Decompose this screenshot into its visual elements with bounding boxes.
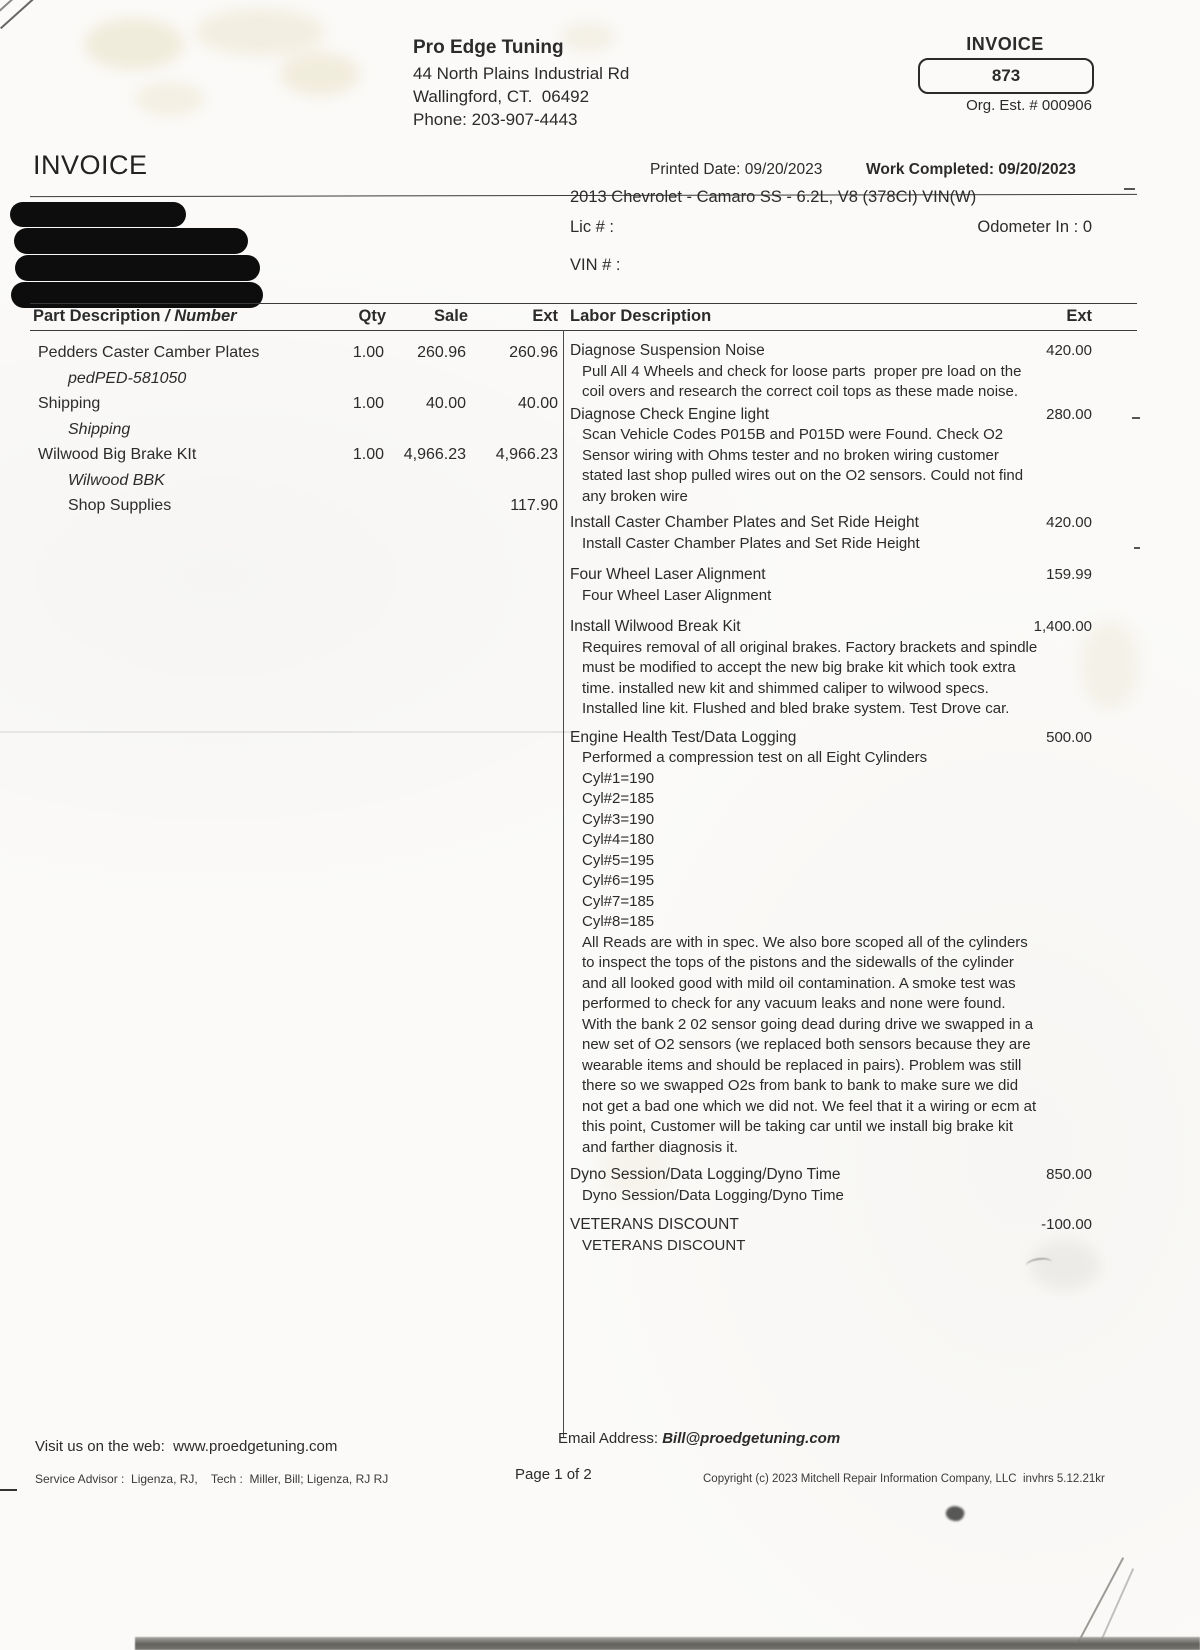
labor-description-line: not get a bad one which we did not. We feel that it a wiring or ecm at (582, 1097, 1037, 1115)
part-ext: 260.96 (509, 344, 558, 361)
scan-mark (1132, 417, 1140, 419)
labor-row (570, 341, 1092, 403)
labor-ext: 500.00 (1046, 728, 1092, 746)
labor-description-line: must be modified to accept the new big brake kit which took extra (582, 659, 1016, 676)
part-qty: 1.00 (352, 344, 384, 361)
email-value: Bill@proedgetuning.com (662, 1430, 841, 1447)
paper-stain (84, 18, 184, 70)
labor-row (570, 728, 1092, 1159)
labor-description-line: Scan Vehicle Codes P015B and P015D were Found. Check O2 (582, 426, 1004, 443)
labor-description-line: VETERANS DISCOUNT (582, 1236, 746, 1254)
labor-title: Diagnose Suspension Noise (570, 342, 765, 359)
labor-title: Install Wilwood Break Kit (570, 618, 741, 635)
labor-ext: 420.00 (1046, 514, 1092, 531)
labor-title: Engine Health Test/Data Logging (570, 728, 797, 746)
pencil-mark (1025, 1256, 1052, 1272)
redaction-bar (15, 255, 260, 281)
labor-description-line: Pull All 4 Wheels and check for loose parts proper pre load on the (582, 362, 1022, 380)
invoice-number: 873 (991, 66, 1021, 85)
part-name: Pedders Caster Camber Plates (38, 344, 260, 361)
labor-ext: 850.00 (1046, 1166, 1092, 1183)
email-label: Email Address: (558, 1430, 663, 1447)
labor-description-line: Sensor wiring with Ohms tester and no broken wiring customer (582, 446, 999, 464)
labor-description-line: Dyno Session/Data Logging/Dyno Time (582, 1186, 844, 1204)
labor-description-line: Cyl#2=185 (582, 790, 655, 807)
part-number: pedPED-581050 (68, 369, 187, 387)
column-header-sale: Sale (434, 307, 468, 325)
printed-date: Printed Date: 09/20/2023 (650, 161, 823, 178)
labor-description-line: Four Wheel Laser Alignment (582, 586, 772, 604)
table-top-line (30, 303, 1137, 304)
page-title: INVOICE (33, 150, 148, 180)
labor-description-line: performed to check for any vacuum leaks and none were found. (582, 995, 1006, 1012)
labor-description-line: there so we swapped O2s from bank to bank to make sure we did (582, 1077, 1019, 1094)
scratch-mark (1078, 1557, 1124, 1642)
labor-row (570, 617, 1092, 720)
column-header-ext: Ext (532, 307, 558, 325)
column-header-qty: Qty (358, 307, 386, 325)
labor-description-line: Cyl#6=195 (582, 872, 655, 889)
table-header-underline (30, 330, 1137, 331)
org-est-number: Org. Est. # 000906 (966, 97, 1092, 114)
part-sale (384, 493, 466, 519)
labor-description-line: wearable items and should be replaced in pairs). Problem was still (582, 1056, 1022, 1074)
part-name: Shipping (38, 395, 101, 412)
shop-header (413, 36, 629, 131)
paper-stain (280, 52, 360, 96)
labor-ext: 280.00 (1046, 405, 1092, 423)
scratch-mark (1100, 1568, 1134, 1642)
labor-title: VETERANS DISCOUNT (570, 1216, 739, 1233)
labor-description-line: Cyl#1=190 (582, 769, 655, 787)
work-completed-date: Work Completed: 09/20/2023 (866, 161, 1076, 178)
redaction-bar (10, 202, 186, 227)
column-header-part-description: Part Description / Number (33, 307, 237, 325)
labor-description-line: coil overs and research the correct coil tops as these made noise. (582, 383, 1019, 400)
labor-list (570, 341, 1092, 1256)
part-ext: 4,966.23 (495, 446, 558, 463)
labor-description-line: Cyl#8=185 (582, 913, 655, 930)
redaction-bar (11, 282, 263, 308)
labor-ext: 420.00 (1046, 342, 1092, 359)
labor-description-line: new set of O2 sensors (we replaced both sensors because they are (582, 1036, 1031, 1053)
column-header-labor-description: Labor Description (570, 307, 712, 325)
labor-description-line: Performed a compression test on all Eight Cylinders (582, 749, 928, 766)
invoice-number-box (918, 58, 1094, 94)
labor-row (570, 405, 1092, 508)
copyright-line: Copyright (c) 2023 Mitchell Repair Information Company, LLC invhrs 5.12.21kr (703, 1473, 1105, 1485)
odometer-in: Odometer In : 0 (977, 218, 1092, 236)
labor-ext: 159.99 (1046, 566, 1092, 583)
part-sale: 40.00 (425, 395, 466, 412)
labor-description-line: time. installed new kit and shimmed caliper to wilwood specs. (582, 679, 989, 697)
part-ext: 40.00 (517, 395, 558, 412)
shop-phone: Phone: 203-907-4443 (413, 110, 578, 129)
labor-description-line: to inspect the tops of the pistons and the sidewalls of the cylinder (582, 954, 1014, 971)
email-address-line (558, 1430, 840, 1447)
website-line: Visit us on the web: www.proedgetuning.com (35, 1438, 338, 1455)
part-name: Wilwood Big Brake KIt (38, 446, 197, 463)
labor-row (570, 513, 1092, 554)
labor-description-line: Installed line kit. Flushed and bled brake system. Test Drove car. (582, 700, 1010, 717)
part-number: Wilwood BBK (68, 471, 165, 489)
labor-description-line: Install Caster Chamber Plates and Set Ride Height (582, 534, 920, 552)
part-row (38, 493, 558, 519)
labor-ext: 1,400.00 (1033, 618, 1092, 635)
paper-stain (195, 8, 325, 56)
shop-address-line1: 44 North Plains Industrial Rd (413, 64, 630, 83)
scanner-edge-shadow (135, 1637, 1200, 1650)
part-qty: 1.00 (352, 446, 384, 463)
scan-mark (0, 1489, 17, 1491)
labor-title: Four Wheel Laser Alignment (570, 566, 766, 583)
labor-title: Dyno Session/Data Logging/Dyno Time (570, 1166, 841, 1183)
part-row (38, 340, 558, 391)
labor-description-line: Cyl#3=190 (582, 810, 655, 828)
vin-label: VIN # : (570, 256, 621, 274)
labor-row (570, 565, 1092, 606)
page-indicator: Page 1 of 2 (515, 1466, 592, 1483)
service-advisor-line: Service Advisor : Ligenza, RJ, Tech : Miller, Bill; Ligenza, RJ RJ (35, 1472, 389, 1486)
labor-description-line: and all looked good with mild oil contamination. A smoke test was (582, 974, 1016, 992)
part-ext: 117.90 (510, 497, 558, 514)
labor-description-line: stated last shop pulled wires out on the O2 sensors. Could not find (582, 467, 1024, 484)
labor-description-line: All Reads are with in spec. We also bore scoped all of the cylinders (582, 933, 1028, 951)
vehicle-description: 2013 Chevrolet - Camaro SS - 6.2L, V8 (378CI) VIN(W) (570, 188, 977, 206)
redaction-bar (14, 228, 248, 254)
labor-description-line: Requires removal of all original brakes. Factory brackets and spindle (582, 638, 1038, 656)
column-divider-line (563, 330, 564, 1438)
vehicle-info (570, 188, 1092, 275)
part-row (38, 442, 558, 493)
labor-description-line: this point, Customer will be taking car until we install big brake kit (582, 1118, 1014, 1135)
labor-description-line: Cyl#5=195 (582, 851, 655, 869)
ink-smudge (944, 1503, 966, 1523)
column-header-number: / Number (160, 307, 237, 325)
scan-mark (1134, 547, 1140, 549)
part-row (38, 391, 558, 442)
scan-mark (1124, 188, 1135, 190)
part-sale: 260.96 (417, 344, 466, 361)
shop-name: Pro Edge Tuning (413, 37, 564, 58)
part-name: Shop Supplies (68, 497, 172, 514)
labor-row (570, 1165, 1092, 1206)
labor-ext: -100.00 (1041, 1216, 1092, 1233)
parts-list (38, 340, 558, 519)
part-qty: 1.00 (352, 395, 384, 412)
labor-description-line: Cyl#7=185 (582, 892, 655, 910)
labor-title: Install Caster Chamber Plates and Set Ride Height (570, 514, 919, 531)
labor-title: Diagnose Check Engine light (570, 405, 770, 423)
part-qty (324, 493, 384, 519)
shop-address-line2: Wallingford, CT. 06492 (413, 87, 590, 106)
paper-stain (135, 82, 205, 116)
labor-row (570, 1215, 1092, 1256)
column-header-labor-ext: Ext (1066, 307, 1092, 325)
license-label: Lic # : (570, 218, 615, 236)
labor-description-line: Cyl#4=180 (582, 831, 655, 848)
labor-description-line: and farther diagnosis it. (582, 1138, 738, 1156)
part-sale: 4,966.23 (403, 446, 466, 463)
paper-crease (0, 731, 575, 733)
invoice-box-label: INVOICE (966, 34, 1044, 54)
part-number: Shipping (68, 420, 131, 438)
labor-description-line: With the bank 2 02 sensor going dead during drive we swapped in a (582, 1015, 1034, 1033)
labor-description-line: any broken wire (582, 487, 688, 505)
